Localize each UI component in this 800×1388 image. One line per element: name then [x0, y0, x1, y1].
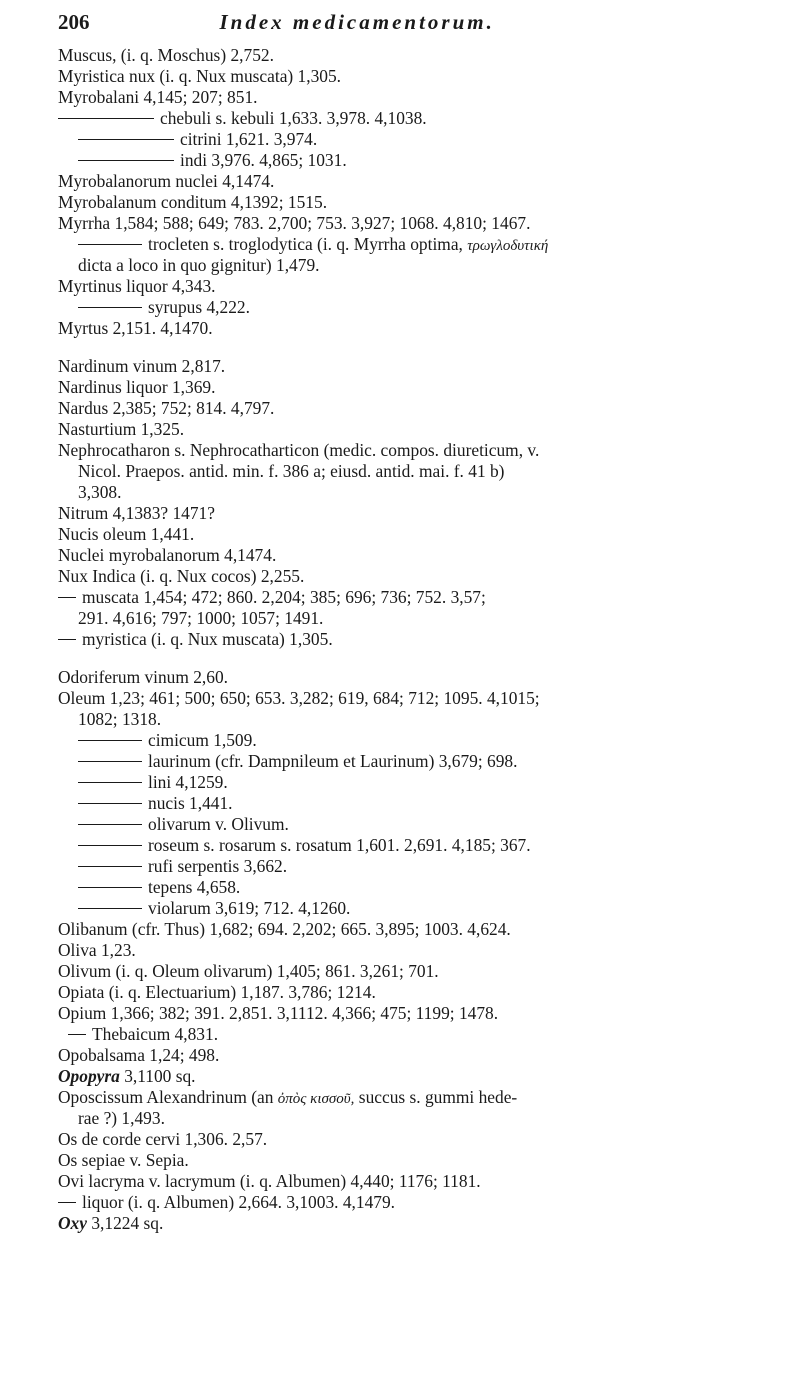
entry-line: Oleum 1,23; 461; 500; 650; 653. 3,282; 619, 684; 712; 1095. 4,1015; — [58, 688, 540, 708]
entry-line: Myrtus 2,151. 4,1470. — [58, 318, 213, 338]
entry-line: olivarum v. Olivum. — [78, 814, 289, 834]
entry-line: Myrtinus liquor 4,343. — [58, 276, 216, 296]
entry-line: Myrobalanum conditum 4,1392; 1515. — [58, 192, 328, 212]
entry-line: Opiata (i. q. Electuarium) 1,187. 3,786; 1214. — [58, 982, 376, 1002]
continuation-dash — [78, 307, 142, 308]
entry-line: rufi serpentis 3,662. — [78, 856, 287, 876]
entry-line: tepens 4,658. — [78, 877, 240, 897]
entry-line: Thebaicum 4,831. — [68, 1024, 218, 1044]
continuation-dash — [78, 782, 142, 783]
entry-line: Nicol. Praepos. antid. min. f. 386 a; eiusd. antid. mai. f. 41 b) — [78, 461, 505, 481]
entry-line: Os de corde cervi 1,306. 2,57. — [58, 1129, 268, 1149]
running-title: Index medicamentorum. — [219, 10, 495, 34]
greek-term: ὀπὸς κισσοῦ, — [277, 1091, 355, 1107]
continuation-dash — [78, 908, 142, 909]
entry-line: rae ?) 1,493. — [78, 1108, 165, 1128]
entry-line: Oposcissum Alexandrinum (an ὀπὸς κισσοῦ, succus s. gummi hede- — [58, 1087, 518, 1107]
continuation-dash — [58, 1202, 76, 1203]
entry-line: Ovi lacryma v. lacrymum (i. q. Albumen) 4,440; 1176; 1181. — [58, 1171, 481, 1191]
continuation-dash — [78, 160, 174, 161]
entry-term-italic: Opopyra — [58, 1066, 120, 1086]
entry-line: Muscus, (i. q. Moschus) 2,752. — [58, 45, 274, 65]
entry-line: Myrobalani 4,145; 207; 851. — [58, 87, 258, 107]
entry-line: 3,308. — [78, 482, 122, 502]
entry-line: citrini 1,621. 3,974. — [78, 129, 317, 149]
entry-line: myristica (i. q. Nux muscata) 1,305. — [58, 629, 333, 649]
entry-line: Os sepiae v. Sepia. — [58, 1150, 189, 1170]
entry-line: Nardus 2,385; 752; 814. 4,797. — [58, 398, 275, 418]
greek-term: τρωγλοδυτική — [467, 238, 549, 254]
page-number: 206 — [58, 10, 90, 34]
entry-line: Nardinus liquor 1,369. — [58, 377, 216, 397]
entry-line: roseum s. rosarum s. rosatum 1,601. 2,691. 4,185; 367. — [78, 835, 531, 855]
entry-line: Odoriferum vinum 2,60. — [58, 667, 229, 687]
continuation-dash — [78, 866, 142, 867]
continuation-dash — [78, 740, 142, 741]
continuation-dash — [78, 803, 142, 804]
entry-line: Nuclei myrobalanorum 4,1474. — [58, 545, 277, 565]
entry-line: Myristica nux (i. q. Nux muscata) 1,305. — [58, 66, 342, 86]
continuation-dash — [68, 1034, 86, 1035]
entry-line: Olivum (i. q. Oleum olivarum) 1,405; 861. 3,261; 701. — [58, 961, 439, 981]
continuation-dash — [58, 597, 76, 598]
entry-line: Oxy 3,1224 sq. — [58, 1213, 164, 1233]
continuation-dash — [78, 139, 174, 140]
entry-line: nucis 1,441. — [78, 793, 233, 813]
entry-line: violarum 3,619; 712. 4,1260. — [78, 898, 350, 918]
entry-line: syrupus 4,222. — [78, 297, 250, 317]
continuation-dash — [78, 824, 142, 825]
entry-line: 1082; 1318. — [78, 709, 162, 729]
entry-line: indi 3,976. 4,865; 1031. — [78, 150, 347, 170]
entry-term-italic: Oxy — [58, 1213, 87, 1233]
entry-line: trocleten s. troglodytica (i. q. Myrrha optima, τρωγλοδυτική — [78, 234, 548, 256]
entry-line: Myrrha 1,584; 588; 649; 783. 2,700; 753. 3,927; 1068. 4,810; 1467. — [58, 213, 531, 233]
page-header — [58, 10, 758, 38]
entry-line: Oliva 1,23. — [58, 940, 136, 960]
continuation-dash — [58, 639, 76, 640]
continuation-dash — [78, 845, 142, 846]
entry-line: laurinum (cfr. Dampnileum et Laurinum) 3,679; 698. — [78, 751, 517, 771]
entry-line: Opium 1,366; 382; 391. 2,851. 3,1112. 4,366; 475; 1199; 1478. — [58, 1003, 499, 1023]
continuation-dash — [58, 118, 154, 119]
entry-line: Opopyra 3,1100 sq. — [58, 1066, 196, 1086]
entry-line: muscata 1,454; 472; 860. 2,204; 385; 696; 736; 752. 3,57; — [58, 587, 486, 607]
entry-line: lini 4,1259. — [78, 772, 228, 792]
entry-line: Nasturtium 1,325. — [58, 419, 185, 439]
entry-line: Nephrocatharon s. Nephrocatharticon (medic. compos. diureticum, v. — [58, 440, 540, 460]
continuation-dash — [78, 244, 142, 245]
entry-line: cimicum 1,509. — [78, 730, 257, 750]
continuation-dash — [78, 887, 142, 888]
entry-line: chebuli s. kebuli 1,633. 3,978. 4,1038. — [58, 108, 427, 128]
entry-line: Opobalsama 1,24; 498. — [58, 1045, 220, 1065]
entry-line: Myrobalanorum nuclei 4,1474. — [58, 171, 275, 191]
entry-line: 291. 4,616; 797; 1000; 1057; 1491. — [78, 608, 324, 628]
entry-line: Nux Indica (i. q. Nux cocos) 2,255. — [58, 566, 305, 586]
continuation-dash — [78, 761, 142, 762]
entry-line: liquor (i. q. Albumen) 2,664. 3,1003. 4,1479. — [58, 1192, 395, 1212]
entry-line: Nucis oleum 1,441. — [58, 524, 195, 544]
entry-line: Nitrum 4,1383? 1471? — [58, 503, 215, 523]
entry-line: Nardinum vinum 2,817. — [58, 356, 226, 376]
entry-line: Olibanum (cfr. Thus) 1,682; 694. 2,202; 665. 3,895; 1003. 4,624. — [58, 919, 511, 939]
entry-line: dicta a loco in quo gignitur) 1,479. — [78, 255, 320, 275]
